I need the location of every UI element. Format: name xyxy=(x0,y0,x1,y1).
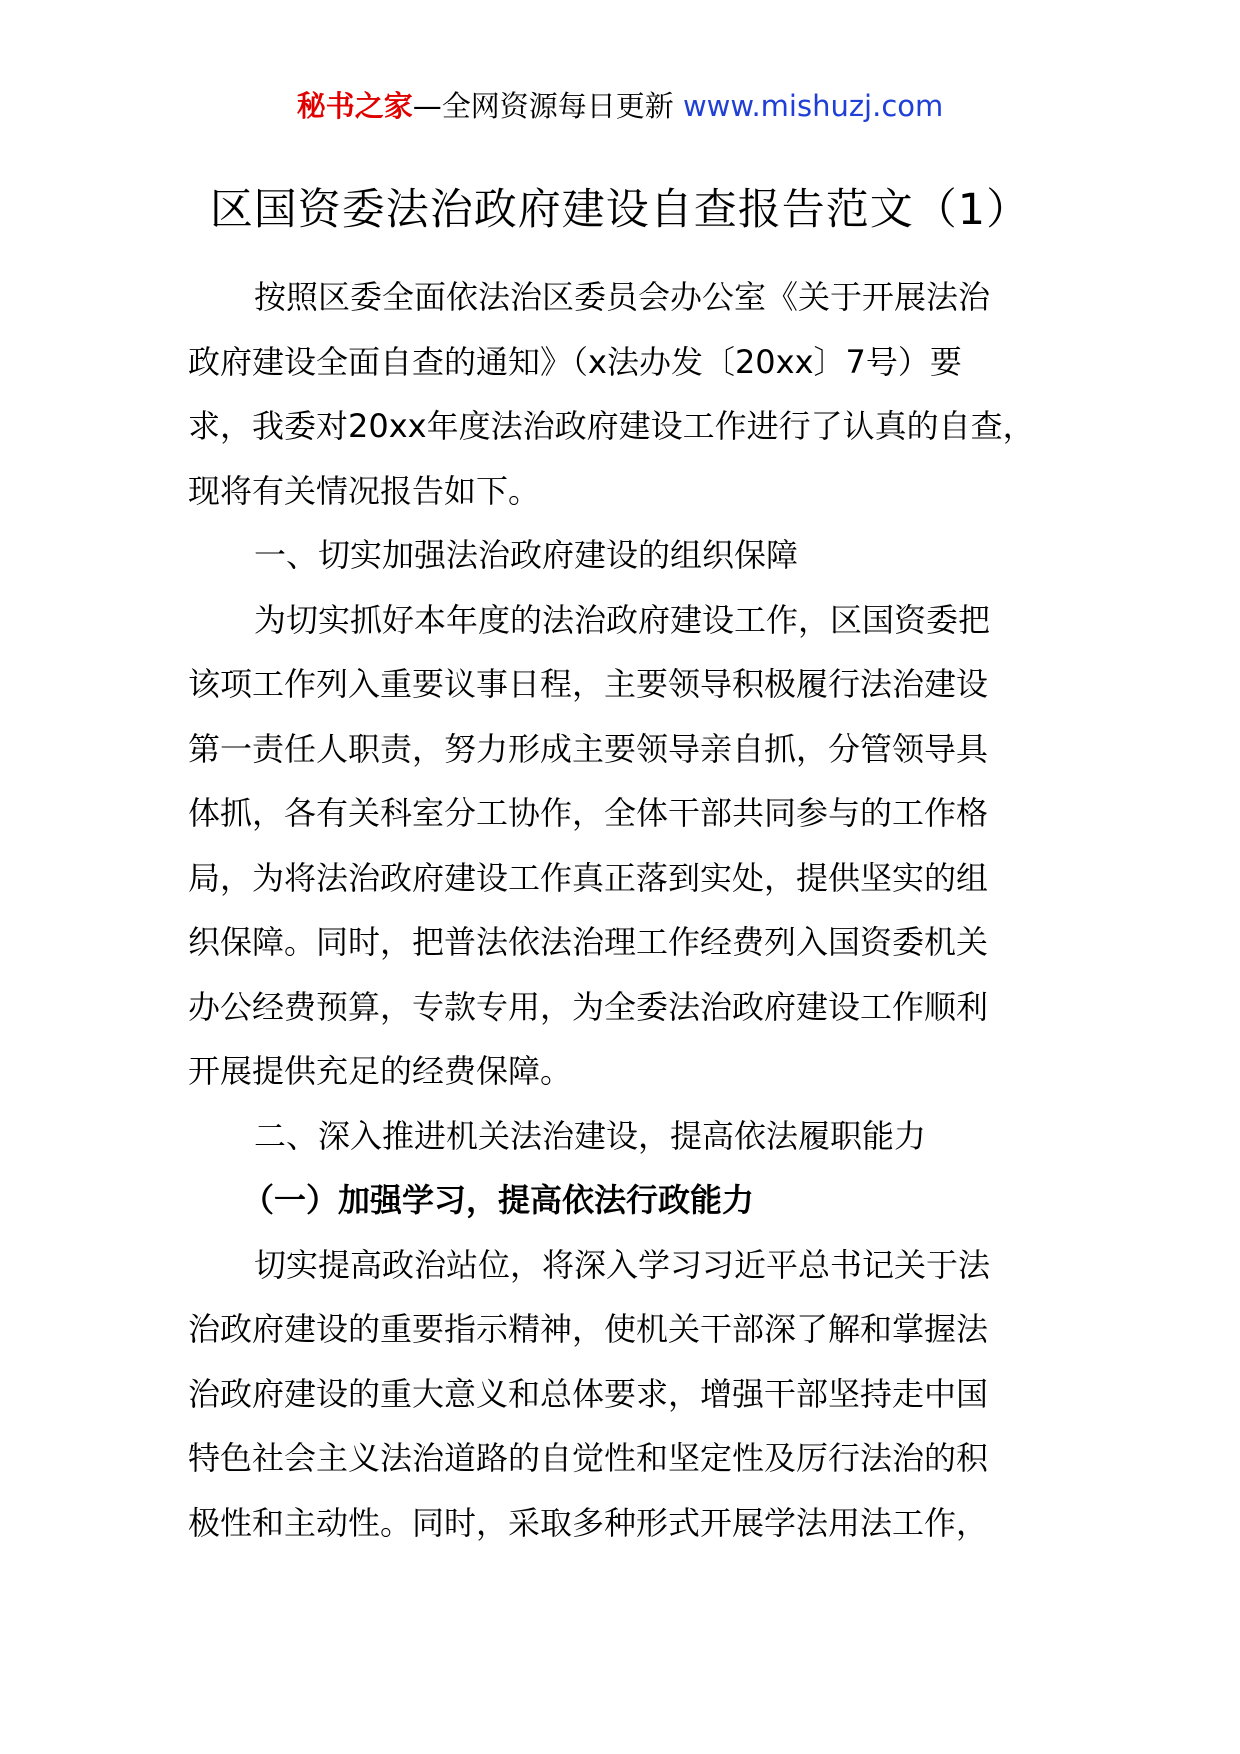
section-heading-1: 一、切实加强法治政府建设的组织保障 xyxy=(254,536,799,574)
document-body xyxy=(188,265,1088,1555)
paragraph-line: 体抓，各有关科室分工协作，全体干部共同参与的工作格 xyxy=(188,794,989,832)
paragraph-line: 治政府建设的重大意义和总体要求，增强干部坚持走中国 xyxy=(188,1374,989,1413)
paragraph-line: 织保障。同时，把普法依法治理工作经费列入国资委机关 xyxy=(188,923,989,961)
paragraph-line: 治政府建设的重要指示精神，使机关干部深了解和掌握法 xyxy=(188,1310,989,1348)
document-title: 区国资委法治政府建设自查报告范文（1） xyxy=(209,185,1031,235)
subsection-heading: （一）加强学习，提高依法行政能力 xyxy=(242,1181,755,1219)
paragraph-line: 按照区委全面依法治区委员会办公室《关于开展法治 xyxy=(254,278,991,316)
paragraph-line: 现将有关情况报告如下。 xyxy=(188,471,541,510)
paragraph-line: 为切实抓好本年度的法治政府建设工作，区国资委把 xyxy=(254,600,991,639)
site-header xyxy=(0,86,1240,126)
section-heading-2: 二、深入推进机关法治建设，提高依法履职能力 xyxy=(254,1116,927,1155)
paragraph-line: 极性和主动性。同时，采取多种形式开展学法用法工作， xyxy=(188,1503,989,1542)
paragraph-line: 求，我委对20xx年度法治政府建设工作进行了认真的自查， xyxy=(188,407,1035,445)
paragraph-line: 该项工作列入重要议事日程，主要领导积极履行法治建设 xyxy=(188,665,989,703)
site-url-link[interactable]: www.mishuzj.com xyxy=(682,89,944,123)
paragraph-line: 第一责任人职责，努力形成主要领导亲自抓，分管领导具 xyxy=(188,729,989,768)
paragraph-line: 办公经费预算，专款专用，为全委法治政府建设工作顺利 xyxy=(188,987,989,1026)
paragraph-line: 特色社会主义法治道路的自觉性和坚定性及厉行法治的积 xyxy=(188,1439,989,1477)
paragraph-line: 切实提高政治站位，将深入学习习近平总书记关于法 xyxy=(254,1245,991,1284)
paragraph-line: 政府建设全面自查的通知》（x法办发〔20xx〕7号）要 xyxy=(188,342,962,381)
header-tagline: —全网资源每日更新 xyxy=(412,89,674,123)
paragraph-line: 局，为将法治政府建设工作真正落到实处，提供坚实的组 xyxy=(188,858,989,897)
brand-name: 秘书之家 xyxy=(296,89,413,123)
paragraph-line: 开展提供充足的经费保障。 xyxy=(188,1052,573,1090)
